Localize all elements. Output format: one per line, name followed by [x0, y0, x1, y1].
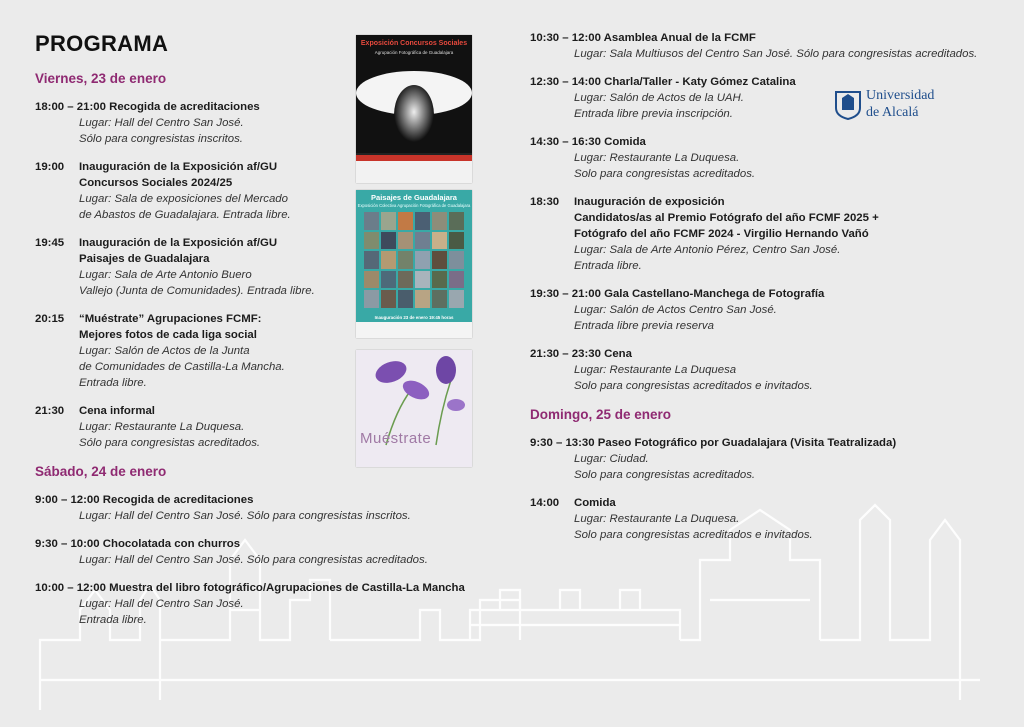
event-name: Inauguración de la Exposición af/GU	[79, 237, 278, 249]
event-saturday-3	[35, 580, 505, 628]
event-saturday-9	[530, 346, 1000, 394]
event-name: Inauguración de la Exposición af/GU	[79, 161, 278, 173]
university-name-line1: Universidad	[866, 88, 935, 103]
event-detail: Solo para congresistas acreditados e invitados.	[574, 380, 813, 392]
event-time: 12:30 – 14:00 Charla/Taller - Katy Gómez Catalina	[530, 76, 796, 88]
poster-subtitle: Agrupación Fotográfica de Guadalajara	[374, 50, 454, 55]
event-detail: Lugar: Hall del Centro San José.	[79, 117, 244, 129]
event-time: 9:30 – 13:30 Paseo Fotográfico por Guadalajara (Visita Teatralizada)	[530, 437, 897, 449]
event-detail: de Comunidades de Castilla-La Mancha.	[79, 361, 285, 373]
event-detail: Lugar: Hall del Centro San José. Sólo para congresistas acreditados.	[79, 554, 428, 566]
event-time: 19:00	[35, 161, 65, 173]
event-time: 18:30	[530, 196, 560, 208]
event-name: Candidatos/as al Premio Fotógrafo del año FCMF 2025 +	[574, 212, 879, 224]
event-saturday-4	[530, 30, 1000, 62]
event-name: Paisajes de Guadalajara	[79, 253, 210, 265]
university-name-line2: de Alcalá	[866, 105, 919, 120]
event-friday-1	[35, 99, 355, 147]
event-time: 19:30 – 21:00 Gala Castellano-Manchega de Fotografía	[530, 288, 825, 300]
event-sunday-1	[530, 435, 1000, 483]
event-detail: Entrada libre.	[79, 377, 147, 389]
event-time: 10:30 – 12:00 Asamblea Anual de la FCMF	[530, 32, 756, 44]
event-name: Mejores fotos de cada liga social	[79, 329, 257, 341]
day-heading-saturday: Sábado, 24 de enero	[35, 464, 167, 479]
event-saturday-6	[530, 134, 1000, 182]
poster-footer-logos	[356, 322, 472, 338]
right-column	[530, 30, 1000, 555]
event-detail: Sólo para congresistas inscritos.	[79, 133, 243, 145]
event-detail: Lugar: Ciudad.	[574, 453, 649, 465]
event-time: 10:00 – 12:00 Muestra del libro fotográfico/Agrupaciones de Castilla-La Mancha	[35, 582, 465, 594]
event-detail: Sólo para congresistas acreditados.	[79, 437, 261, 449]
event-detail: Entrada libre.	[79, 614, 147, 626]
event-saturday-1	[35, 492, 505, 524]
poster-footer-logos	[356, 451, 472, 467]
event-detail: Lugar: Sala de exposiciones del Mercado	[79, 193, 288, 205]
poster-info: Inauguración 23 de enero 19:45 horas	[374, 315, 454, 320]
poster-muestrate	[356, 350, 472, 467]
event-detail: Lugar: Salón de Actos Centro San José.	[574, 304, 777, 316]
event-detail: de Abastos de Guadalajara. Entrada libre.	[79, 209, 291, 221]
event-time: 21:30 – 23:30 Cena	[530, 348, 632, 360]
event-time: 9:30 – 10:00 Chocolatada con churros	[35, 538, 241, 550]
event-time: 19:45	[35, 237, 65, 249]
event-friday-3	[35, 235, 355, 299]
poster-title: Paisajes de Guadalajara	[371, 193, 457, 202]
photo-grid	[364, 212, 464, 308]
event-friday-2	[35, 159, 355, 223]
poster-title: Exposición Concursos Sociales	[360, 40, 468, 47]
event-sunday-2	[530, 495, 1000, 543]
event-detail: Lugar: Restaurante La Duquesa.	[574, 513, 740, 525]
event-friday-5	[35, 403, 355, 451]
event-detail: Lugar: Sala Multiusos del Centro San José. Sólo para congresistas acreditados.	[574, 48, 978, 60]
event-name: Concursos Sociales 2024/25	[79, 177, 233, 189]
event-detail: Lugar: Hall del Centro San José.	[79, 598, 244, 610]
event-name: Cena informal	[79, 405, 155, 417]
flower-photo	[356, 350, 472, 467]
event-detail: Solo para congresistas acreditados.	[574, 168, 756, 180]
event-detail: Lugar: Restaurante La Duquesa	[574, 364, 737, 376]
event-detail: Entrada libre.	[574, 260, 642, 272]
poster-title: Muéstrate	[360, 430, 432, 447]
poster-paisajes	[356, 190, 472, 338]
event-saturday-2	[35, 536, 505, 568]
event-detail: Lugar: Sala de Arte Antonio Buero	[79, 269, 252, 281]
event-time: 18:00 – 21:00 Recogida de acreditaciones	[35, 101, 260, 113]
event-detail: Solo para congresistas acreditados e invitados.	[574, 529, 813, 541]
poster-footer-logos	[356, 161, 472, 183]
event-time: 14:00	[530, 497, 560, 509]
event-detail: Lugar: Restaurante La Duquesa.	[574, 152, 740, 164]
event-saturday-8	[530, 286, 1000, 334]
poster-concursos-sociales	[356, 35, 472, 183]
event-detail: Vallejo (Junta de Comunidades). Entrada libre.	[79, 285, 315, 297]
day-heading-friday: Viernes, 23 de enero	[35, 71, 167, 86]
event-name: Comida	[574, 497, 616, 509]
event-detail: Solo para congresistas acreditados.	[574, 469, 756, 481]
event-detail: Lugar: Salón de Actos de la Junta	[79, 345, 250, 357]
event-time: 20:15	[35, 313, 65, 325]
event-name: Inauguración de exposición	[574, 196, 725, 208]
event-time: 21:30	[35, 405, 65, 417]
event-friday-4	[35, 311, 355, 391]
event-detail: Lugar: Salón de Actos de la UAH.	[574, 92, 744, 104]
event-time: 14:30 – 16:30 Comida	[530, 136, 646, 148]
event-detail: Lugar: Hall del Centro San José. Sólo para congresistas inscritos.	[79, 510, 411, 522]
event-detail: Lugar: Restaurante La Duquesa.	[79, 421, 245, 433]
event-time: 9:00 – 12:00 Recogida de acreditaciones	[35, 494, 254, 506]
event-name: Fotógrafo del año FCMF 2024 - Virgilio Hernando Vañó	[574, 228, 869, 240]
event-name: “Muéstrate” Agrupaciones FCMF:	[79, 313, 262, 325]
event-saturday-7	[530, 194, 1000, 274]
event-detail: Entrada libre previa reserva	[574, 320, 714, 332]
event-saturday-5	[530, 74, 1000, 122]
event-detail: Entrada libre previa inscripción.	[574, 108, 733, 120]
day-heading-sunday: Domingo, 25 de enero	[530, 407, 672, 422]
poster-subtitle: Exposición Colectiva Agrupación Fotográfica de Guadalajara	[357, 203, 471, 208]
page-title: PROGRAMA	[35, 31, 169, 56]
event-detail: Lugar: Sala de Arte Antonio Pérez, Centro San José.	[574, 244, 841, 256]
